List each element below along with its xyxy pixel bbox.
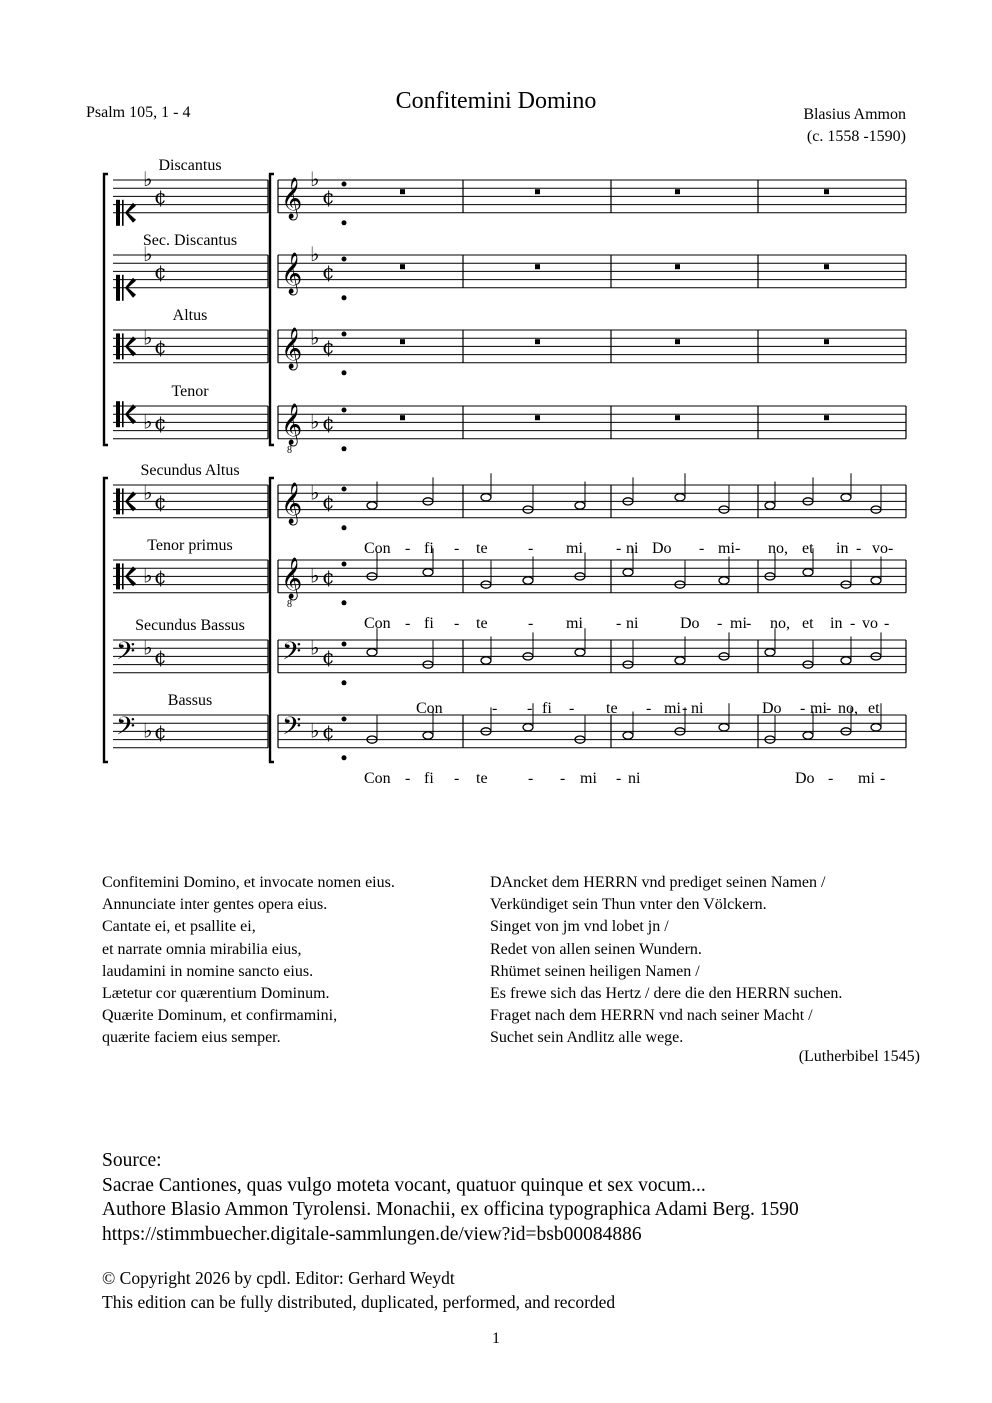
- lyric-syllable: -: [888, 539, 894, 557]
- lyric-syllable: mi: [730, 614, 747, 632]
- lyric-syllable: mi: [858, 769, 875, 787]
- german-line: Suchet sein Andlitz alle wege.: [490, 1029, 684, 1047]
- bass-clef-icon: 𝄢: [116, 712, 136, 747]
- psalm-reference: Psalm 105, 1 - 4: [86, 104, 191, 121]
- system-bracket: [104, 478, 108, 762]
- flat-icon: ♭: [310, 718, 320, 743]
- lyric-syllable: fi: [424, 769, 434, 787]
- ambitus-note: [342, 408, 347, 413]
- ambitus-note: [342, 680, 347, 685]
- half-note: [765, 649, 775, 656]
- c-clef-bar: [122, 488, 124, 514]
- c-clef-bar: [122, 333, 124, 359]
- ambitus-note: [342, 600, 347, 605]
- flat-icon: ♭: [143, 167, 153, 192]
- half-note: [367, 649, 377, 656]
- whole-rest: [824, 189, 829, 194]
- half-note: [841, 494, 851, 501]
- lyric-syllable: fi: [424, 614, 434, 632]
- latin-line: Confitemini Domino, et invocate nomen eius.: [102, 874, 395, 891]
- lyric-syllable: in: [836, 539, 849, 557]
- flat-icon: ♭: [143, 480, 153, 505]
- lyric-syllable: -: [405, 614, 411, 632]
- german-line: DAncket dem HERRN vnd prediget seinen Namen /: [490, 874, 826, 891]
- ambitus-note: [342, 642, 347, 647]
- c-clef-bar: [116, 200, 120, 226]
- cut-time-icon: ¢: [322, 644, 335, 669]
- cut-time-icon: ¢: [154, 410, 167, 435]
- lyric-syllable: -: [528, 769, 534, 787]
- lyric-syllable: vo: [862, 614, 878, 632]
- lyric-syllable: -: [528, 539, 534, 557]
- german-line: Fraget nach dem HERRN vnd nach seiner Macht /: [490, 1007, 813, 1025]
- flat-icon: ♭: [310, 635, 320, 660]
- flat-icon: ♭: [310, 409, 320, 434]
- half-note: [367, 502, 377, 509]
- staff: [113, 628, 906, 685]
- half-note: [871, 724, 881, 731]
- lyric-syllable: Con: [364, 769, 391, 787]
- bass-clef-icon: 𝄢: [282, 637, 302, 672]
- lyric-syllable: te: [476, 539, 488, 557]
- copyright-block: [102, 1266, 615, 1314]
- german-line: Rhümet seinen heiligen Namen /: [490, 962, 700, 980]
- system-bracket: [270, 478, 274, 762]
- lyric-syllable: ni: [626, 539, 639, 557]
- flat-icon: ♭: [143, 242, 153, 267]
- lyric-syllable: -: [454, 614, 460, 632]
- cut-time-icon: ¢: [154, 259, 167, 284]
- ambitus-note: [342, 332, 347, 337]
- latin-line: Quærite Dominum, et confirmamini,: [102, 1007, 338, 1025]
- treble-clef-icon: 𝄞: [281, 404, 303, 445]
- octave-eight-icon: 8: [287, 598, 292, 610]
- flat-icon: ♭: [143, 563, 153, 588]
- staff: [113, 401, 906, 456]
- voice-name-label: Secundus Bassus: [135, 617, 245, 634]
- flat-icon: ♭: [143, 325, 153, 350]
- latin-line: Annunciate inter gentes opera eius.: [102, 896, 328, 914]
- ambitus-note: [342, 370, 347, 375]
- half-note: [719, 724, 729, 731]
- whole-rest: [675, 415, 680, 420]
- ambitus-note: [342, 755, 347, 760]
- lyric-syllable: mi: [580, 769, 597, 787]
- lyric-syllable: ni: [691, 699, 704, 717]
- page-number: 1: [492, 1330, 500, 1347]
- source-block: [102, 1149, 799, 1247]
- lyric-syllable: ni: [626, 614, 639, 632]
- c-clef-bar: [122, 401, 124, 427]
- lyric-syllable: fi: [542, 699, 552, 717]
- license-line: This edition can be fully distributed, duplicated, performed, and recorded: [102, 1292, 616, 1312]
- ambitus-note: [342, 562, 347, 567]
- lyric-syllable: -: [454, 539, 460, 557]
- treble-clef-icon: 𝄞: [281, 253, 303, 294]
- whole-rest: [400, 189, 405, 194]
- half-note: [623, 732, 633, 739]
- lyric-syllable: -: [405, 769, 411, 787]
- whole-rest: [824, 339, 829, 344]
- lyric-syllable: Do: [652, 539, 672, 557]
- voice-name-label: Sec. Discantus: [142, 232, 238, 249]
- ambitus-note: [342, 446, 347, 451]
- lyric-syllable: vo: [872, 539, 888, 557]
- whole-rest: [675, 339, 680, 344]
- lyric-syllable: Do: [680, 614, 700, 632]
- half-note: [871, 577, 881, 584]
- bass-clef-icon: 𝄢: [116, 637, 136, 672]
- cut-time-icon: ¢: [154, 334, 167, 359]
- c-clef-bar: [116, 563, 120, 589]
- lyric-syllable: mi: [664, 699, 681, 717]
- flat-icon: ♭: [310, 242, 320, 267]
- ambitus-note: [342, 257, 347, 262]
- source-line: Sacrae Cantiones, quas vulgo moteta vocant, quatuor quinque et sex vocum...: [102, 1174, 706, 1196]
- lyric-syllable: -: [800, 699, 806, 717]
- lyric-syllable: -: [735, 539, 741, 557]
- lyric-syllable: -: [880, 769, 886, 787]
- lyric-syllable: te: [476, 614, 488, 632]
- lyric-syllable: no,: [838, 699, 858, 717]
- half-note: [481, 494, 491, 501]
- latin-line: Lætetur cor quærentium Dominum.: [102, 985, 330, 1003]
- cut-time-icon: ¢: [322, 564, 335, 589]
- system-bracket: [104, 174, 108, 445]
- whole-rest: [535, 189, 540, 194]
- flat-icon: ♭: [310, 480, 320, 505]
- lyric-syllable: -: [569, 699, 575, 717]
- ambitus-note: [342, 220, 347, 225]
- half-note: [575, 649, 585, 656]
- whole-rest: [675, 264, 680, 269]
- treble-clef-icon: 𝄞: [281, 558, 303, 599]
- flat-icon: ♭: [310, 563, 320, 588]
- flat-icon: ♭: [143, 635, 153, 660]
- ambitus-note: [342, 717, 347, 722]
- source-heading: Source:: [102, 1150, 162, 1171]
- latin-line: laudamini in nomine sancto eius.: [102, 962, 314, 980]
- lyric-syllable: te: [476, 769, 488, 787]
- composer-dates: (c. 1558 -1590): [806, 128, 906, 145]
- lyric-syllable: -: [746, 614, 752, 632]
- half-note: [719, 577, 729, 584]
- staff: [113, 473, 906, 530]
- translation-credit: (Lutherbibel 1545): [798, 1048, 920, 1065]
- c-clef-bar: [116, 333, 120, 359]
- lyric-syllable: et: [802, 614, 814, 632]
- lyric-syllable: Con: [416, 699, 443, 717]
- c-clef-bar: [122, 275, 124, 301]
- half-note: [623, 569, 633, 576]
- whole-rest: [400, 339, 405, 344]
- half-note: [575, 502, 585, 509]
- lyric-syllable: -: [528, 614, 534, 632]
- lyric-syllable: Con: [364, 614, 391, 632]
- lyric-syllable: -: [560, 769, 566, 787]
- c-clef-bar: [116, 275, 120, 301]
- lyric-syllable: -: [454, 769, 460, 787]
- lyric-syllable: mi: [566, 614, 583, 632]
- lyric-syllable: et: [868, 699, 880, 717]
- treble-clef-icon: 𝄞: [281, 483, 303, 524]
- ambitus-note: [342, 525, 347, 530]
- source-link[interactable]: https://stimmbuecher.digitale-sammlungen.de/view?id=bsb00084886: [102, 1223, 642, 1245]
- ambitus-note: [342, 295, 347, 300]
- cut-time-icon: ¢: [154, 489, 167, 514]
- lyric-syllable: Do: [795, 769, 815, 787]
- cut-time-icon: ¢: [154, 184, 167, 209]
- c-clef-bar: [122, 563, 124, 589]
- whole-rest: [535, 264, 540, 269]
- cut-time-icon: ¢: [154, 719, 167, 744]
- lyric-syllable: -: [850, 614, 856, 632]
- staff: [113, 703, 906, 760]
- whole-rest: [675, 189, 680, 194]
- octave-eight-icon: 8: [287, 444, 292, 456]
- half-note: [423, 569, 433, 576]
- bass-clef-icon: 𝄢: [282, 712, 302, 747]
- lyric-syllable: -: [826, 699, 832, 717]
- ambitus-note: [342, 182, 347, 187]
- voice-name-label: Altus: [172, 307, 208, 324]
- cut-time-icon: ¢: [322, 410, 335, 435]
- voice-name-label: Tenor primus: [147, 537, 233, 554]
- copyright-line: © Copyright 2026 by cpdl. Editor: Gerhard Weydt: [102, 1268, 455, 1288]
- latin-line: quærite faciem eius semper.: [102, 1029, 281, 1047]
- source-line: Authore Blasio Ammon Tyrolensi. Monachii, ex officina typographica Adami Berg. 1590: [102, 1199, 799, 1220]
- lyric-syllable: -: [492, 699, 498, 717]
- half-note: [675, 657, 685, 664]
- cut-time-icon: ¢: [322, 259, 335, 284]
- half-note: [523, 577, 533, 584]
- cut-time-icon: ¢: [154, 644, 167, 669]
- cut-time-icon: ¢: [322, 334, 335, 359]
- half-note: [423, 732, 433, 739]
- voice-name-label: Discantus: [158, 157, 222, 174]
- flat-icon: ♭: [143, 718, 153, 743]
- flat-icon: ♭: [143, 409, 153, 434]
- lyric-syllable: -: [527, 699, 533, 717]
- staff: [113, 325, 906, 375]
- half-note: [523, 724, 533, 731]
- german-line: Verkündiget sein Thun vnter den Völckern.: [490, 896, 767, 914]
- lyric-syllable: ni: [628, 769, 641, 787]
- staff: [113, 242, 906, 301]
- lyric-syllable: in: [830, 614, 843, 632]
- half-note: [765, 502, 775, 509]
- lyric-syllable: mi: [810, 699, 827, 717]
- half-note: [803, 569, 813, 576]
- lyric-syllable: no,: [770, 614, 790, 632]
- lyric-syllable: -: [646, 699, 652, 717]
- cut-time-icon: ¢: [322, 184, 335, 209]
- cut-time-icon: ¢: [322, 719, 335, 744]
- lyric-syllable: fi: [424, 539, 434, 557]
- german-text: [490, 872, 842, 1050]
- music-score: [0, 140, 992, 780]
- page-title: Confitemini Domino: [395, 88, 597, 114]
- lyric-syllable: -: [616, 769, 622, 787]
- lyric-syllable: no,: [768, 539, 788, 557]
- lyric-syllable: Do: [762, 699, 782, 717]
- c-clef-bar: [116, 401, 120, 427]
- half-note: [481, 657, 491, 664]
- german-line: Redet von allen seinen Wundern.: [490, 940, 702, 958]
- latin-line: et narrate omnia mirabilia eius,: [102, 940, 302, 958]
- lyric-syllable: et: [802, 539, 814, 557]
- half-note: [803, 732, 813, 739]
- whole-rest: [824, 264, 829, 269]
- treble-clef-icon: 𝄞: [281, 178, 303, 219]
- lyric-syllable: -: [699, 539, 705, 557]
- whole-rest: [535, 415, 540, 420]
- whole-rest: [824, 415, 829, 420]
- flat-icon: ♭: [310, 325, 320, 350]
- lyric-syllable: mi: [718, 539, 735, 557]
- cut-time-icon: ¢: [154, 564, 167, 589]
- treble-clef-icon: 𝄞: [281, 328, 303, 369]
- lyric-syllable: -: [856, 539, 862, 557]
- german-line: Es frewe sich das Hertz / dere die den HERRN suchen.: [490, 985, 843, 1003]
- lyric-syllable: -: [616, 539, 622, 557]
- c-clef-bar: [122, 200, 124, 226]
- c-clef-bar: [116, 488, 120, 514]
- half-note: [841, 657, 851, 664]
- whole-rest: [400, 264, 405, 269]
- voice-name-label: Tenor: [171, 383, 209, 400]
- half-note: [675, 494, 685, 501]
- latin-line: Cantate ei, et psallite ei,: [102, 918, 256, 936]
- lyric-syllable: -: [616, 614, 622, 632]
- lyric-syllable: -: [682, 699, 688, 717]
- whole-rest: [535, 339, 540, 344]
- cut-time-icon: ¢: [322, 489, 335, 514]
- voice-name-label: Bassus: [167, 692, 213, 709]
- lyric-syllable: te: [606, 699, 618, 717]
- lyric-syllable: -: [717, 614, 723, 632]
- system-bracket: [270, 174, 274, 445]
- lyric-syllable: -: [405, 539, 411, 557]
- lyric-syllable: -: [884, 614, 890, 632]
- flat-icon: ♭: [310, 167, 320, 192]
- german-line: Singet von jm vnd lobet jn /: [490, 918, 669, 936]
- composer-name: Blasius Ammon: [803, 106, 906, 123]
- whole-rest: [400, 415, 405, 420]
- ambitus-note: [342, 487, 347, 492]
- voice-name-label: Secundus Altus: [140, 462, 240, 479]
- lyric-syllable: Con: [364, 539, 391, 557]
- lyric-syllable: mi: [566, 539, 583, 557]
- lyric-syllable: -: [828, 769, 834, 787]
- staff: [113, 167, 906, 226]
- latin-text: [102, 872, 395, 1050]
